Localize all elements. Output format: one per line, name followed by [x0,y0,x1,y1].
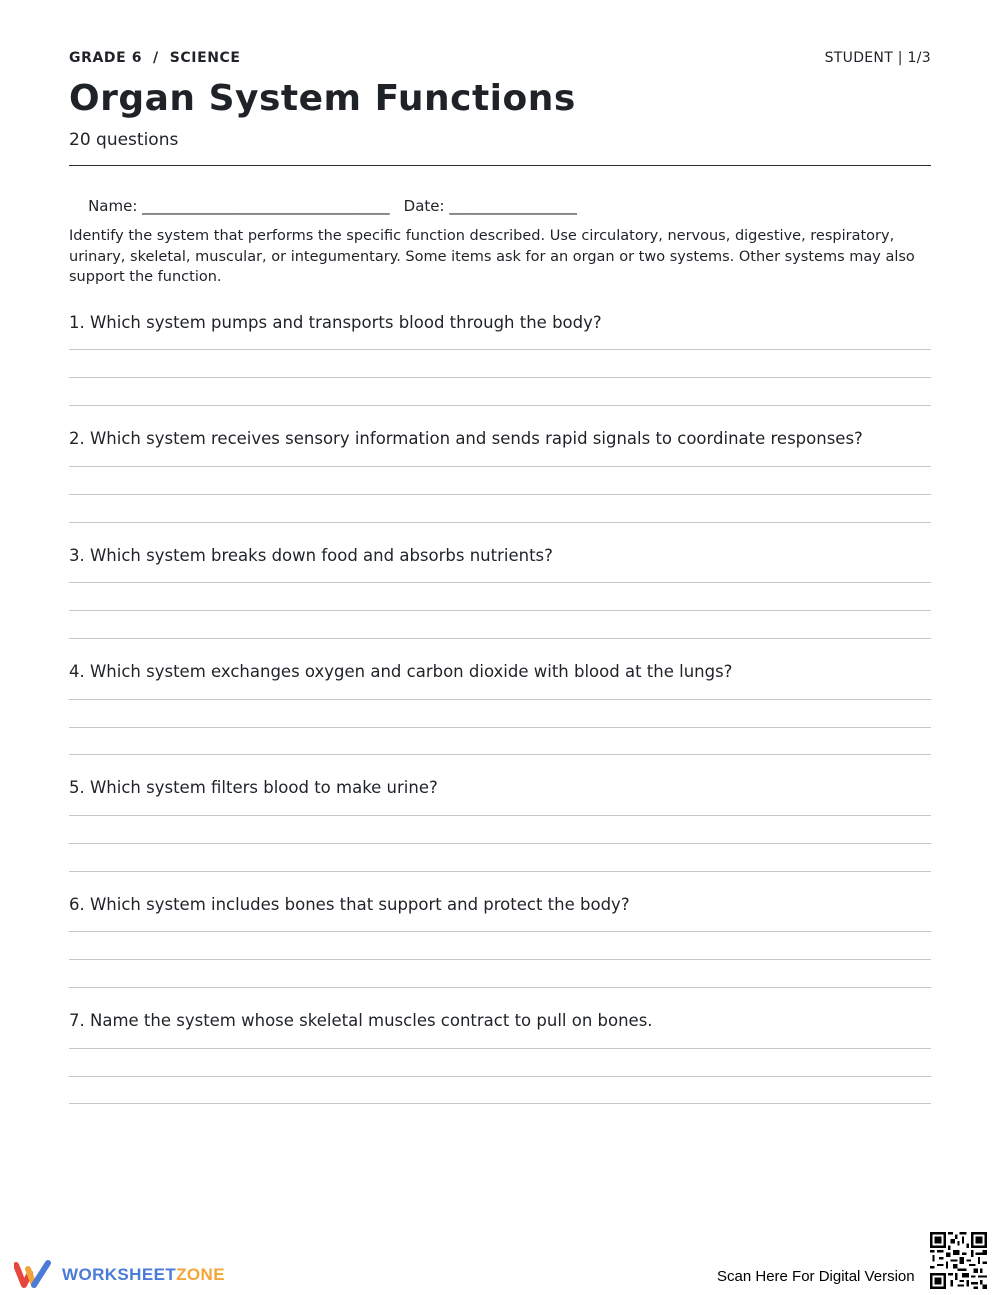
answer-line[interactable] [69,466,931,467]
question-text: 3. Which system breaks down food and absorbs nutrients? [69,546,553,565]
answer-line[interactable] [69,959,931,960]
answer-line[interactable] [69,494,931,495]
question-count: 20 questions [69,130,179,150]
answer-line[interactable] [69,405,931,406]
date-field[interactable]: Date: _________________ [403,197,577,215]
question-text: 6. Which system includes bones that support and protect the body? [69,895,630,914]
worksheetzone-logo[interactable] [14,1259,225,1291]
answer-line[interactable] [69,1103,931,1104]
name-field[interactable]: Name: _________________________________ [88,197,390,215]
question-6 [69,894,931,922]
question-text: 2. Which system receives sensory information and sends rapid signals to coordinate responses? [69,429,863,448]
answer-line[interactable] [69,610,931,611]
header-divider [69,165,931,166]
answer-line[interactable] [69,871,931,872]
answer-line[interactable] [69,522,931,523]
student-fields [69,179,577,233]
breadcrumb: GRADE 6 / SCIENCE [69,50,241,66]
answer-line[interactable] [69,727,931,728]
question-3 [69,545,931,573]
answer-line[interactable] [69,349,931,350]
answer-line[interactable] [69,931,931,932]
answer-line[interactable] [69,1076,931,1077]
answer-line[interactable] [69,843,931,844]
answer-line[interactable] [69,638,931,639]
question-text: 7. Name the system whose skeletal muscles contract to pull on bones. [69,1011,653,1030]
question-text: 4. Which system exchanges oxygen and carbon dioxide with blood at the lungs? [69,662,733,681]
question-text: 5. Which system filters blood to make urine? [69,778,438,797]
page-indicator: STUDENT | 1/3 [824,50,931,66]
answer-line[interactable] [69,582,931,583]
question-4 [69,661,931,689]
qr-code-icon[interactable] [930,1232,987,1289]
page-title: Organ System Functions [69,78,576,119]
logo-wordmark: WORKSHEETZONE [62,1265,225,1284]
answer-line[interactable] [69,815,931,816]
question-5 [69,777,931,805]
scan-label: Scan Here For Digital Version [717,1268,915,1285]
worksheetzone-logo-icon [14,1259,54,1291]
question-2 [69,428,931,456]
question-7 [69,1010,931,1038]
answer-line[interactable] [69,377,931,378]
answer-line[interactable] [69,987,931,988]
header-row [69,50,931,70]
instructions: Identify the system that performs the specific function described. Use circulatory, nervous, digestive, respiratory, urinary, skeletal, muscular, or integumentary. Some items ask for an organ or two systems. Other systems may also support the function. [69,228,915,285]
question-1 [69,312,931,340]
answer-line[interactable] [69,699,931,700]
answer-line[interactable] [69,754,931,755]
answer-line[interactable] [69,1048,931,1049]
question-text: 1. Which system pumps and transports blood through the body? [69,313,602,332]
